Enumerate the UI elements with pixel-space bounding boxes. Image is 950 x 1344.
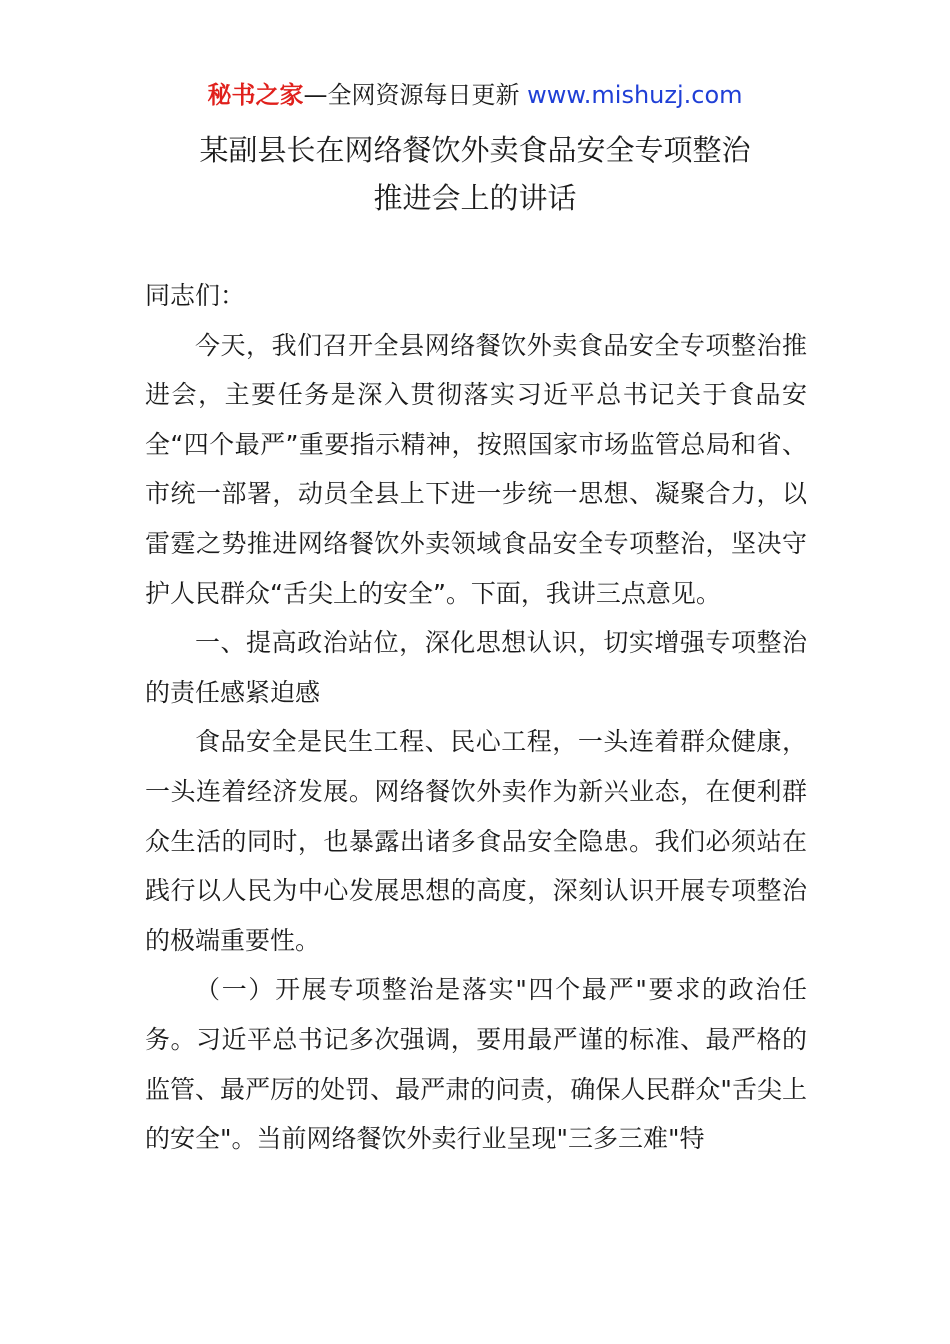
paragraph-subsection-1: （一）开展专项整治是落实"四个最严"要求的政治任务。习近平总书记多次强调，要用最严谨的标准、最严格的监管、最严厉的处罚、最严肃的问责，确保人民群众"舌尖上的安全"。当前网络餐饮外卖行业呈现"三多三难"特 bbox=[145, 975, 807, 1154]
salutation: 同志们： bbox=[145, 281, 246, 310]
site-tagline: —全网资源每日更新 bbox=[303, 81, 520, 109]
section-heading-1: 一、提高政治站位，深化思想认识，切实增强专项整治的责任感紧迫感 bbox=[145, 628, 807, 707]
site-header bbox=[0, 78, 950, 112]
site-url-link[interactable]: www.mishuzj.com bbox=[527, 81, 743, 109]
site-brand: 秘书之家 bbox=[207, 81, 304, 109]
title-line-2: 推进会上的讲话 bbox=[373, 181, 577, 215]
document-title bbox=[0, 126, 950, 222]
document-body bbox=[145, 271, 807, 1164]
paragraph-section-1: 食品安全是民生工程、民心工程，一头连着群众健康，一头连着经济发展。网络餐饮外卖作为新兴业态，在便利群众生活的同时，也暴露出诸多食品安全隐患。我们必须站在践行以人民为中心发展思想的高度，深刻认识开展专项整治的极端重要性。 bbox=[145, 727, 807, 955]
title-line-1: 某副县长在网络餐饮外卖食品安全专项整治 bbox=[199, 133, 751, 167]
paragraph-intro: 今天，我们召开全县网络餐饮外卖食品安全专项整治推进会，主要任务是深入贯彻落实习近平总书记关于食品安全“四个最严”重要指示精神，按照国家市场监管总局和省、市统一部署，动员全县上下进一步统一思想、凝聚合力，以雷霆之势推进网络餐饮外卖领域食品安全专项整治，坚决守护人民群众“舌尖上的安全”。下面，我讲三点意见。 bbox=[145, 330, 807, 608]
